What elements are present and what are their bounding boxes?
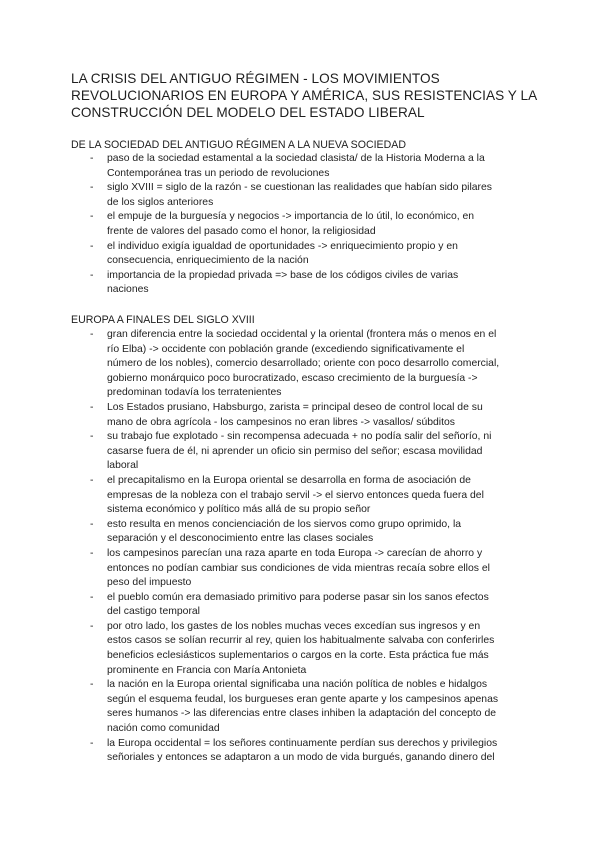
list-item-text: mano de obra agrícola - los campesinos no eran libres -> vasallos/ súbditos [107,416,455,428]
list-item-text: consecuencia, enriquecimiento de la nación [107,255,309,267]
bullet-dash: - [90,240,94,252]
list-item-text: río Elba) -> occidente con población grande (excediendo significativamente el [107,343,465,355]
list-item [0,547,527,591]
list-item-text: por otro lado, los gastes de los nobles muchas veces excedían sus ingresos y en [107,620,481,632]
list-item-text: Los Estados prusiano, Habsburgo, zarista = principal deseo de control local de su [107,401,483,413]
list-item-text: la nación en la Europa oriental significaba una nación política de nobles e hidalgos [107,679,488,691]
list-item [0,678,527,736]
bullet-dash: - [90,269,94,281]
list-item-text: Contemporánea tras un periodo de revoluciones [107,167,330,179]
list-item-text: esto resulta en menos concienciación de los siervos como grupo oprimido, la [107,518,462,530]
title-line: REVOLUCIONARIOS EN EUROPA Y AMÉRICA, SUS RESISTENCIAS Y LA [71,88,538,103]
list-item [0,240,527,269]
list-item-text: los campesinos parecían una raza aparte en toda Europa -> carecían de ahorro y [107,547,483,559]
bullet-dash: - [90,620,94,632]
list-item-text: número de los nobles), comercio desarrollado; oriente con poco desarrollo comercial, [107,358,500,370]
list-item-text: nación como comunidad [107,723,220,735]
list-item-text: prominente en Francia con María Antonieta [107,664,307,676]
list-item-text: el precapitalismo en la Europa oriental se desarrolla en forma de asociación de [107,474,471,486]
list-item [0,518,527,547]
list-item-text: seres humanos -> las diferencias entre clases inhiben la adaptación del concepto de [107,708,497,720]
bullet-dash: - [90,182,94,194]
list-item-text: la Europa occidental = los señores continuamente perdían sus derechos y privilegios [107,737,498,749]
list-item-text: señoriales y entonces se adaptaron a un modo de vida burgués, ganando dinero del [107,752,495,764]
list-item-text: separación y el desconocimiento entre las clases sociales [107,533,374,545]
list-item-text: peso del impuesto [107,577,192,589]
section-heading-europa: EUROPA A FINALES DEL SIGLO XVIII [71,314,255,326]
list-item-text: gran diferencia entre la sociedad occidental y la oriental (frontera más o menos en el [107,329,497,340]
list-item [0,474,527,518]
list-item-text: entonces no podían cambiar sus condiciones de vida mientras recaía sobre ellos el [107,562,490,574]
list-item-text: el empuje de la burguesía y negocios -> importancia de lo útil, lo económico, en [107,211,475,223]
list-item-text: su trabajo fue explotado - sin recompensa adecuada + no podía salir del señorío, ni [107,431,492,443]
list-item-text: importancia de la propiedad privada => base de los códigos civiles de varias [107,269,459,281]
list-item-text: según el esquema feudal, los burgueses eran gente aparte y los campesinos apenas [107,693,499,705]
bullet-dash: - [90,518,94,530]
list-item-text: beneficios eclesiásticos suplementarios o cargos en la corte. Esta práctica fue más [107,650,489,662]
list-item-text: del castigo temporal [107,606,200,618]
bullet-dash: - [90,591,94,603]
bullet-dash: - [90,329,94,340]
list-item [0,591,527,620]
bullet-dash: - [90,211,94,223]
document-title [71,70,541,121]
bullet-dash: - [90,547,94,559]
list-item-text: el individuo exigía igualdad de oportunidades -> enriquecimiento propio y en [107,240,458,252]
list-item [0,328,527,401]
list-item-text: laboral [107,460,139,472]
list-item-text: predominan todavía los terratenientes [107,387,282,399]
list-item-text: frente de valores del pasado como el honor, la religiosidad [107,225,376,237]
bullet-dash: - [90,474,94,486]
list-item [0,737,527,766]
list-item [0,401,527,430]
list-item-text: naciones [107,284,149,296]
bullet-dash: - [90,153,94,164]
bullet-dash: - [90,737,94,749]
bullet-list-europa [0,328,600,766]
list-item [0,152,527,181]
list-item-text: gobierno monárquico poco burocratizado, escaso crecimiento de la burguesía -> [107,372,478,384]
title-line: LA CRISIS DEL ANTIGUO RÉGIMEN - LOS MOVIMIENTOS [71,71,440,86]
bullet-dash: - [90,679,94,691]
list-item-text: estos casos se solían recurrir al rey, quien los habitualmente salvaba con conferirles [107,635,495,647]
list-item-text: sistema económico y político más allá de su propio señor [107,504,371,516]
list-item [0,210,527,239]
bullet-list-sociedad [0,152,600,298]
bullet-dash: - [90,431,94,443]
list-item-text: de los siglos anteriores [107,196,214,208]
list-item-text: empresas de la nobleza con el trabajo servil -> el siervo entonces queda fuera del [107,489,484,501]
list-item [0,430,527,474]
list-item-text: paso de la sociedad estamental a la sociedad clasista/ de la Historia Moderna a la [107,153,485,164]
list-item-text: el pueblo común era demasiado primitivo para poderse pasar sin los sanos efectos [107,591,489,603]
title-line: CONSTRUCCIÓN DEL MODELO DEL ESTADO LIBERAL [71,105,425,120]
section-heading-sociedad: DE LA SOCIEDAD DEL ANTIGUO RÉGIMEN A LA NUEVA SOCIEDAD [71,139,406,151]
bullet-dash: - [90,401,94,413]
list-item [0,269,527,298]
list-item [0,620,527,678]
list-item [0,181,527,210]
list-item-text: siglo XVIII = siglo de la razón - se cuestionan las realidades que habían sido pilares [107,182,492,194]
list-item-text: casarse fuera de él, ni aprender un oficio sin permiso del señor; escasa movilidad [107,445,483,457]
